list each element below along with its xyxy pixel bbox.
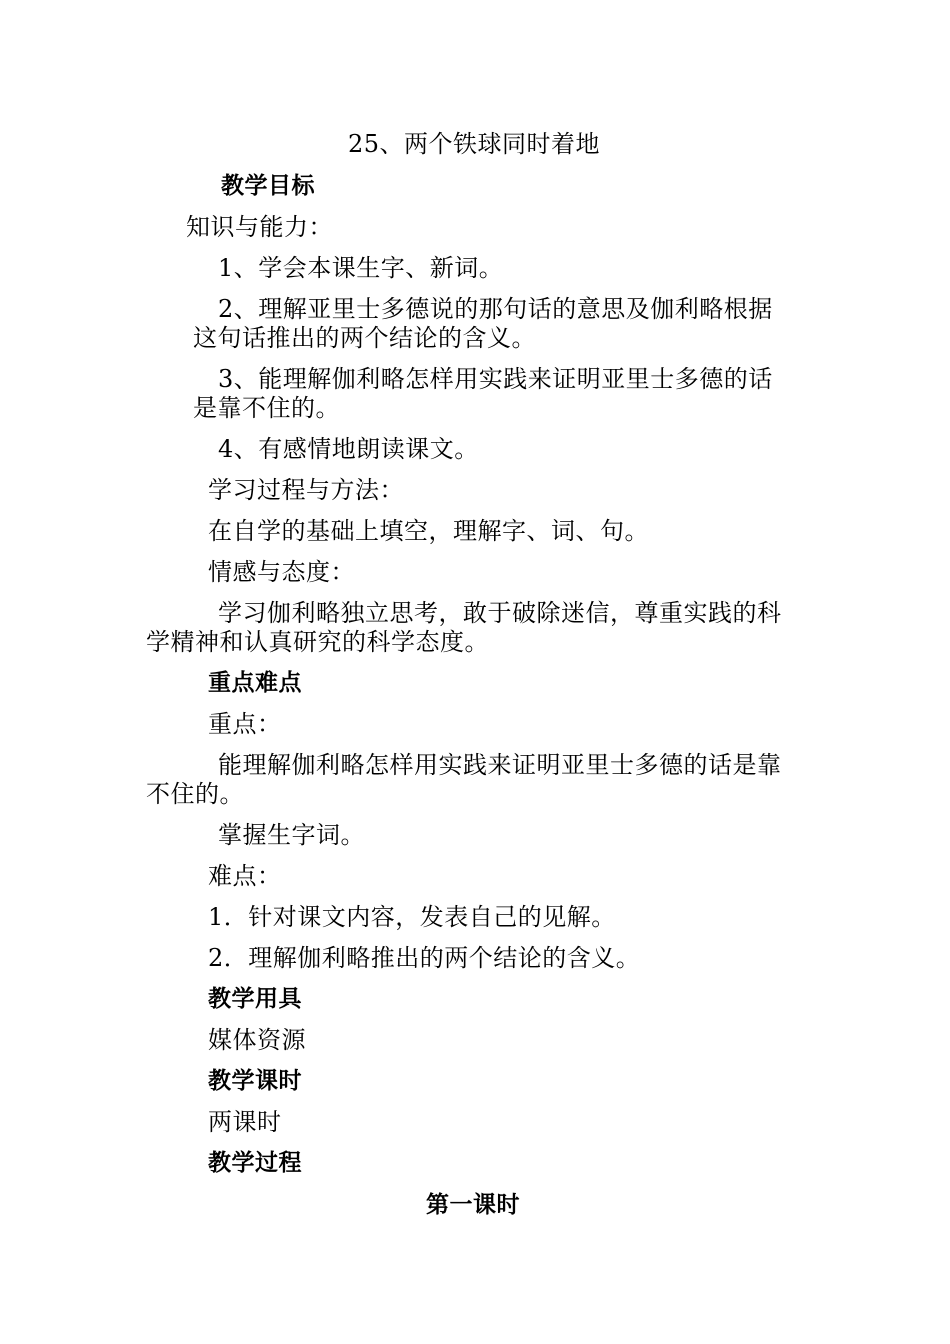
heading-tools: 教学用具 [208,986,302,1012]
process-heading: 学习过程与方法： [208,476,404,504]
knowledge-item-1: 1、学会本课生字、新词。 [218,254,504,282]
difficulty-item-2: 2．理解伽利略推出的两个结论的含义。 [208,944,641,972]
key-text-line-2: 不住的。 [146,780,244,808]
difficulty-heading: 难点： [208,862,282,890]
heading-objectives: 教学目标 [221,173,315,199]
heading-process: 教学过程 [208,1150,302,1176]
process-text: 在自学的基础上填空，理解字、词、句。 [208,517,649,545]
knowledge-item-2: 2、理解亚里士多德说的那句话的意思及伽利略根据 [218,295,773,323]
heading-hours: 教学课时 [208,1068,302,1094]
document-title: 25、两个铁球同时着地 [348,130,601,158]
hours-text: 两课时 [208,1108,282,1136]
first-lesson-heading: 第一课时 [426,1192,520,1218]
knowledge-item-2-cont: 这句话推出的两个结论的含义。 [193,324,536,352]
knowledge-heading: 知识与能力： [186,213,333,241]
knowledge-item-4: 4、有感情地朗读课文。 [218,435,479,463]
key-text-line-1: 能理解伽利略怎样用实践来证明亚里士多德的话是靠 [218,751,782,779]
knowledge-item-3: 3、能理解伽利略怎样用实践来证明亚里士多德的话 [218,365,773,393]
key-text-2: 掌握生字词。 [218,821,365,849]
difficulty-item-1: 1．针对课文内容，发表自己的见解。 [208,903,616,931]
emotion-heading: 情感与态度： [208,558,355,586]
heading-keypoints: 重点难点 [208,670,302,696]
emotion-text-line-1: 学习伽利略独立思考，敢于破除迷信，尊重实践的科 [218,599,782,627]
emotion-text-line-2: 学精神和认真研究的科学态度。 [146,628,489,656]
tools-text: 媒体资源 [208,1026,306,1054]
knowledge-item-3-cont: 是靠不住的。 [193,394,340,422]
key-heading: 重点： [208,710,282,738]
